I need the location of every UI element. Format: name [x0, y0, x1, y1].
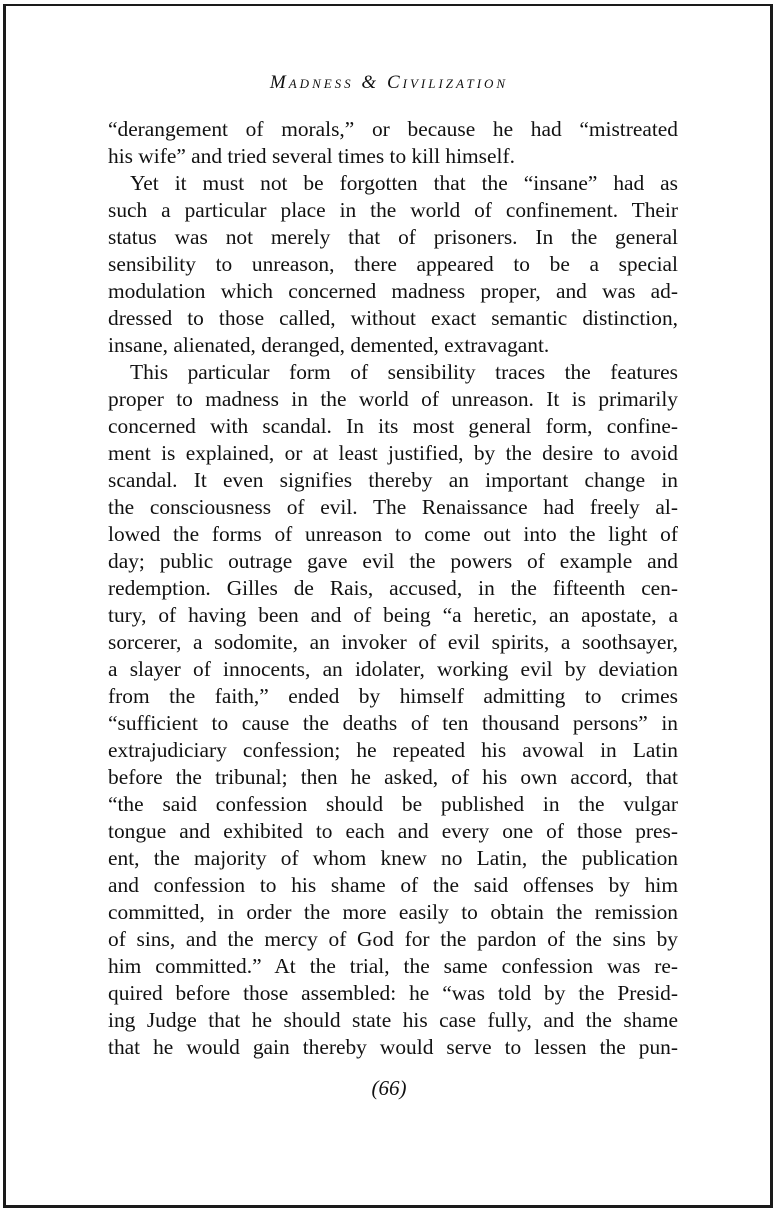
text-line: such a particular place in the world of confinement. Their: [108, 198, 678, 222]
text-line: lowed the forms of unreason to come out into the light of: [108, 522, 678, 546]
text-line: redemption. Gilles de Rais, accused, in the fifteenth cen-: [108, 576, 678, 600]
text-line: “sufficient to cause the deaths of ten thousand persons” in: [108, 711, 678, 735]
text-line: committed, in order the more easily to obtain the remission: [108, 900, 678, 924]
text-line: dressed to those called, without exact semantic distinction,: [108, 306, 678, 330]
text-line: ing Judge that he should state his case fully, and the shame: [108, 1008, 678, 1032]
text-line: his wife” and tried several times to kill himself.: [108, 144, 515, 168]
running-head: Madness & Civilization: [269, 72, 509, 93]
text-line: quired before those assembled: he “was told by the Presid-: [108, 981, 678, 1005]
text-line: “the said confession should be published in the vulgar: [108, 792, 678, 816]
text-line: Yet it must not be forgotten that the “insane” had as: [130, 171, 678, 195]
text-line: tury, of having been and of being “a heretic, an apostate, a: [108, 603, 678, 627]
text-line: extrajudiciary confession; he repeated his avowal in Latin: [108, 738, 678, 762]
text-line: sorcerer, a sodomite, an invoker of evil spirits, a soothsayer,: [108, 630, 678, 654]
text-line: ment is explained, or at least justified, by the desire to avoid: [108, 441, 678, 465]
text-line: ent, the majority of whom knew no Latin, the publication: [108, 846, 678, 870]
text-line: of sins, and the mercy of God for the pardon of the sins by: [108, 927, 678, 951]
text-line: sensibility to unreason, there appeared to be a special: [108, 252, 678, 276]
text-line: him committed.” At the trial, the same confession was re-: [108, 954, 678, 978]
text-line: from the faith,” ended by himself admitting to crimes: [108, 684, 678, 708]
text-line: scandal. It even signifies thereby an important change in: [108, 468, 678, 492]
text-line: day; public outrage gave evil the powers of example and: [108, 549, 678, 573]
text-line: modulation which concerned madness proper, and was ad-: [108, 279, 678, 303]
text-line: before the tribunal; then he asked, of his own accord, that: [108, 765, 678, 789]
text-line: status was not merely that of prisoners. In the general: [108, 225, 678, 249]
text-line: the consciousness of evil. The Renaissance had freely al-: [108, 495, 678, 519]
text-line: that he would gain thereby would serve to lessen the pun-: [108, 1035, 678, 1059]
page-number: (66): [371, 1076, 407, 1100]
text-line: “derangement of morals,” or because he had “mistreated: [108, 117, 678, 141]
text-line: a slayer of innocents, an idolater, working evil by deviation: [108, 657, 678, 681]
text-line: tongue and exhibited to each and every one of those pres-: [108, 819, 678, 843]
text-line: and confession to his shame of the said offenses by him: [108, 873, 678, 897]
body-text: [108, 116, 678, 1061]
text-line: This particular form of sensibility traces the features: [130, 360, 678, 384]
text-line: insane, alienated, deranged, demented, extravagant.: [108, 333, 550, 357]
text-line: concerned with scandal. In its most general form, confine-: [108, 414, 678, 438]
text-line: proper to madness in the world of unreason. It is primarily: [108, 387, 678, 411]
